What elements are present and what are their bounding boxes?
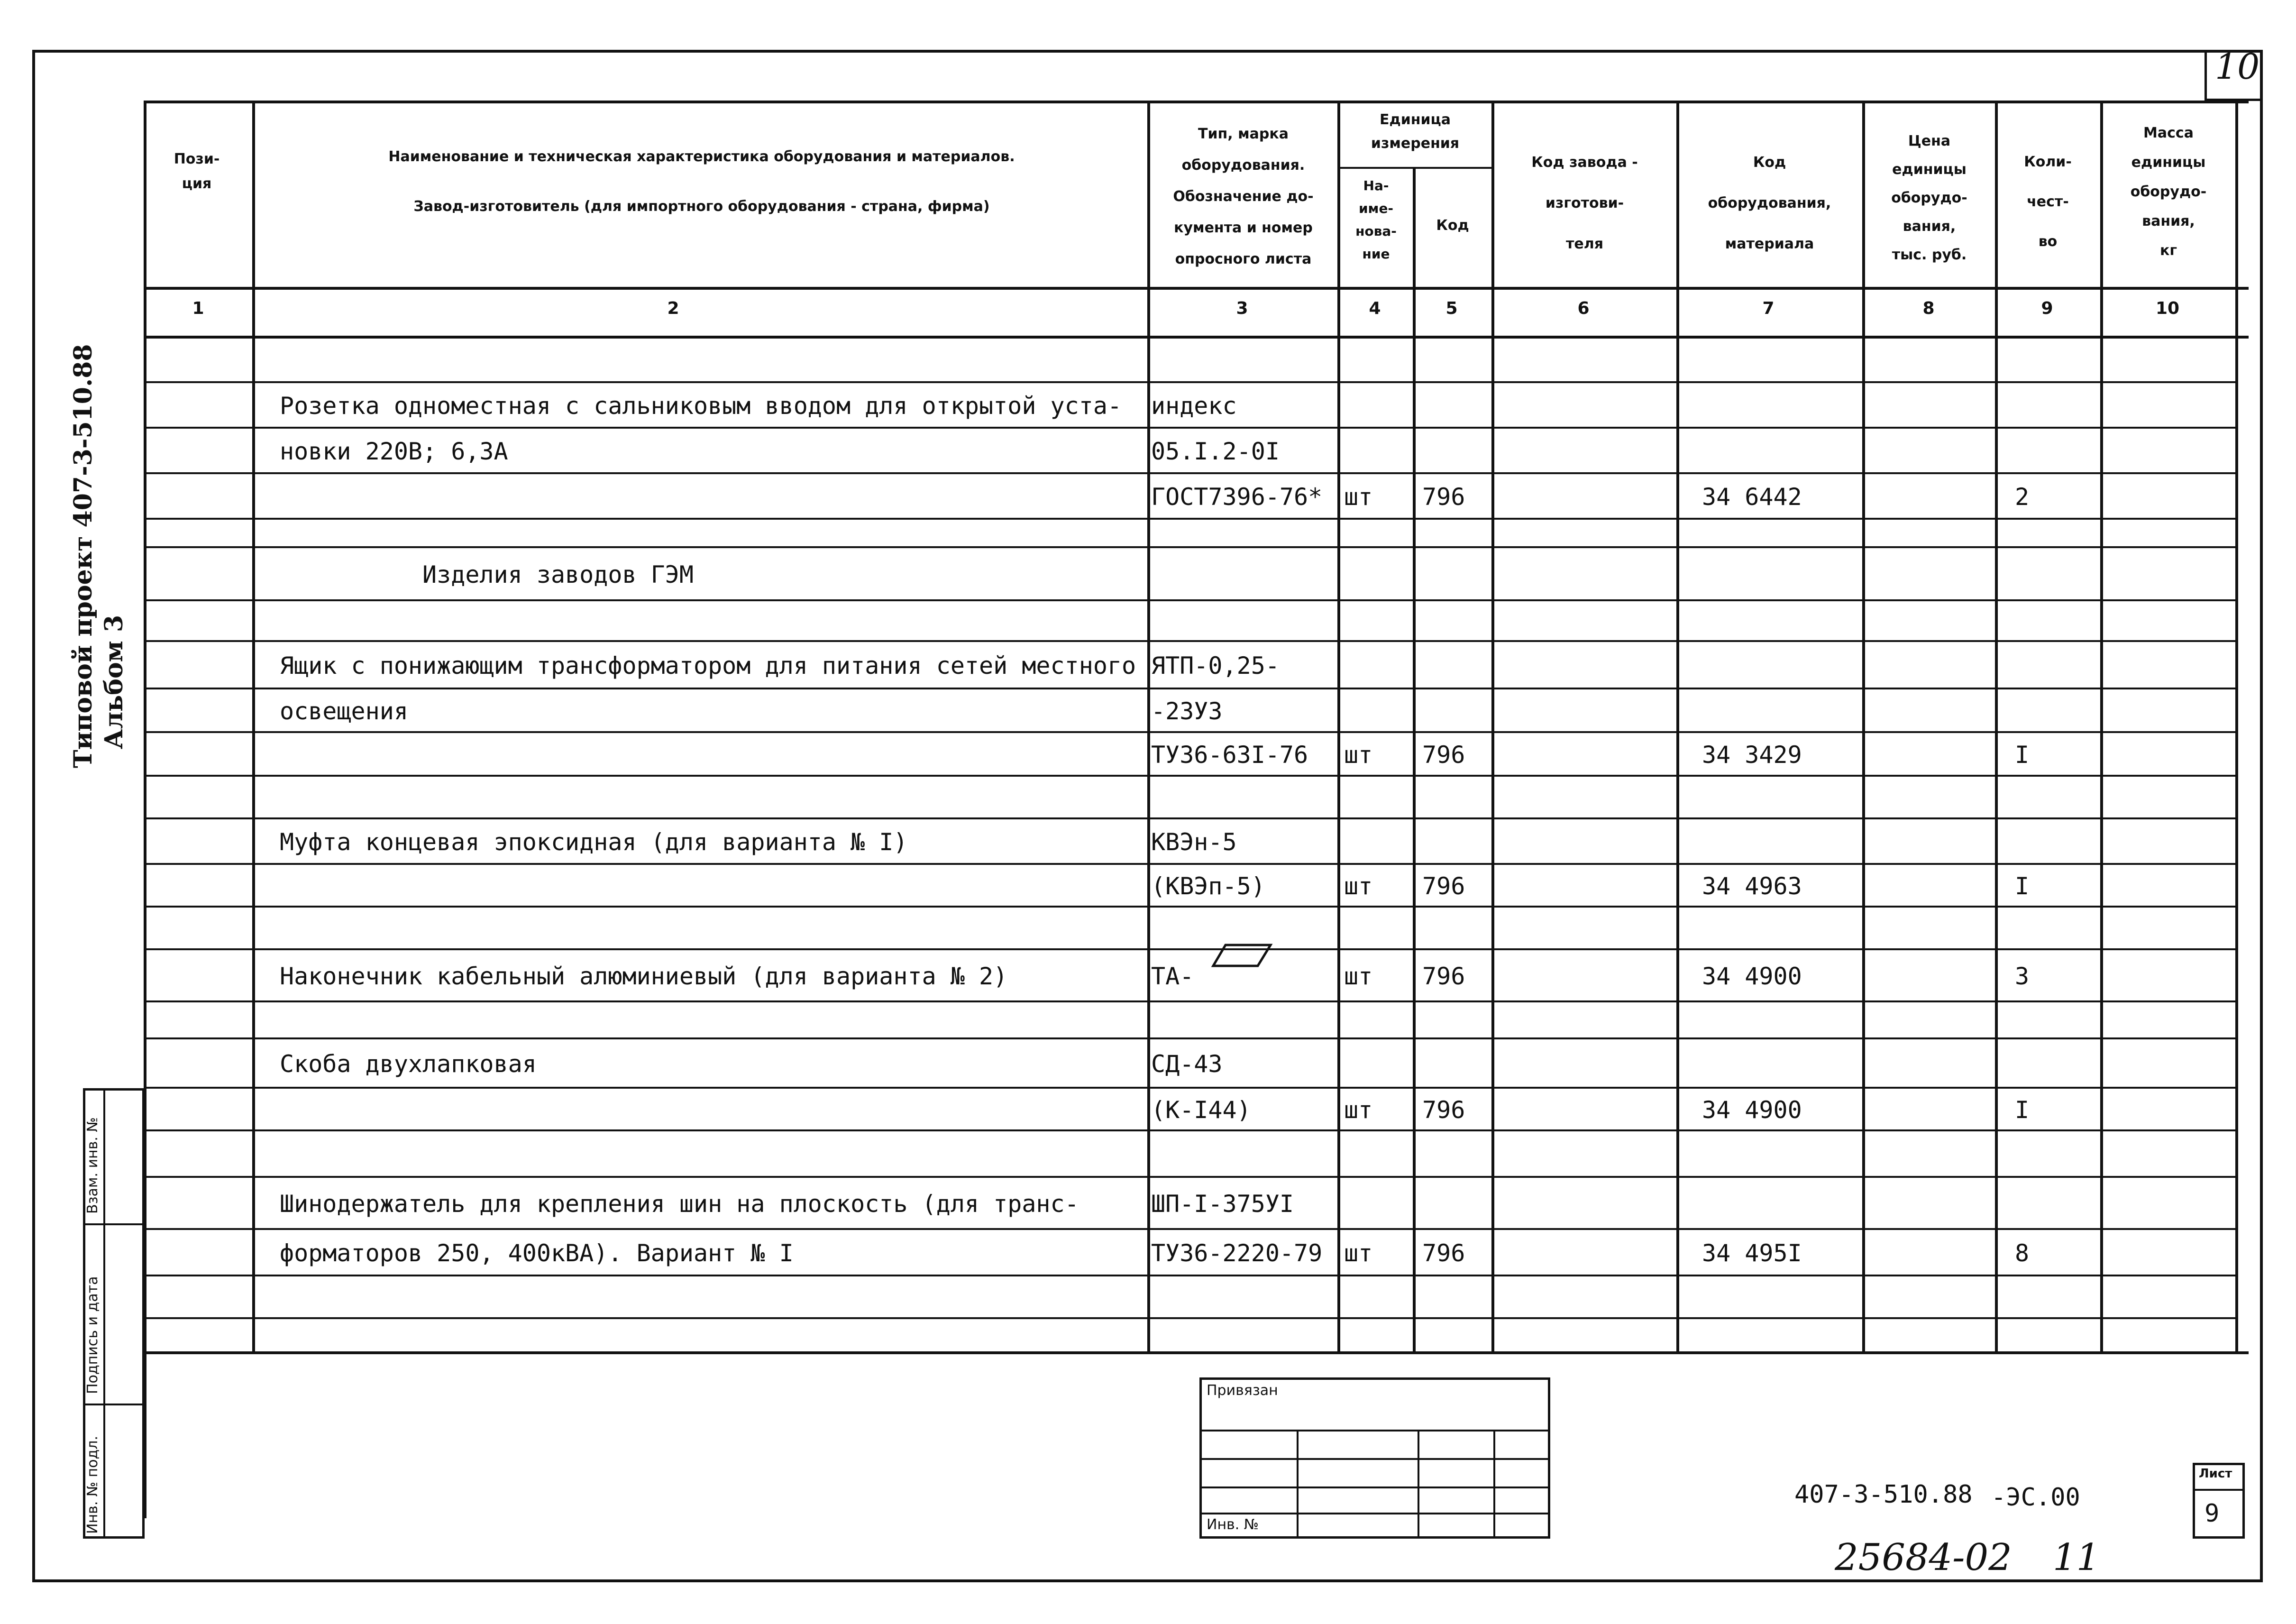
row-equip-code: 34 495I [1702,1239,1802,1267]
row-divider [144,381,2237,383]
row-code: 796 [1422,963,1465,990]
parallelogram-sign-icon [1211,941,1273,970]
header-position: Пози- ция [174,151,220,192]
row-type: -23У3 [1151,697,1223,725]
row-type: ТА- [1151,963,1194,990]
row-code: 796 [1422,1239,1465,1267]
header-unit-name: На- име- нова- ние [1355,178,1397,262]
row-type: (КВЭп-5) [1151,872,1265,900]
row-name: Скоба двухлапковая [280,1050,537,1078]
row-divider [144,1087,2237,1089]
row-type: ТУ36-2220-79 [1151,1239,1323,1267]
row-name: форматоров 250, 400кВА). Вариант № I [280,1239,794,1267]
row-unit: шт [1344,963,1373,990]
row-qty: 3 [2015,963,2030,990]
row-qty: 8 [2015,1239,2030,1267]
row-equip-code: 34 6442 [1702,483,1802,511]
handwritten-archive-number: 25684-02 [1835,1536,2012,1579]
row-divider [144,817,2237,819]
corner-page-number: 10 [2215,46,2260,87]
row-qty: I [2015,872,2030,900]
row-divider [144,688,2237,689]
row-divider [144,906,2237,908]
row-divider [144,427,2237,429]
header-name-line1: Наименование и техническая характеристика оборудования и материалов. [388,148,1015,165]
header-qty: Коли- чест- во [2024,154,2072,250]
row-type: ЯТП-0,25- [1151,652,1280,679]
row-type: КВЭн-5 [1151,828,1237,856]
col-number-9: 9 [2041,299,2053,318]
row-divider [144,599,2237,601]
row-type: СД-43 [1151,1050,1223,1078]
row-divider [144,640,2237,642]
row-divider [144,1000,2237,1002]
row-divider [144,1317,2237,1319]
row-divider [144,546,2237,548]
row-divider [144,731,2237,733]
row-name: Розетка одноместная с сальниковым вводом для открытой уста- [280,392,1122,420]
row-code: 796 [1422,483,1465,511]
row-equip-code: 34 3429 [1702,741,1802,769]
row-qty: 2 [2015,483,2030,511]
col-number-4: 4 [1369,299,1381,318]
row-equip-code: 34 4963 [1702,872,1802,900]
row-type: ГОСТ7396-76* [1151,483,1323,511]
header-price: Цена единицы оборудо- вания, тыс. руб. [1891,133,1967,263]
col-number-8: 8 [1922,299,1935,318]
col-number-10: 10 [2155,299,2180,318]
col-number-2: 2 [667,299,679,318]
vzam-inv-label: Взам. инв. № [84,1117,101,1214]
row-type: ШП-I-375УI [1151,1190,1294,1218]
header-unit: Единица измерения [1371,111,1460,152]
podpis-data-label: Подпись и дата [84,1276,101,1394]
row-type: 05.I.2-0I [1151,438,1280,465]
row-equip-code: 34 4900 [1702,963,1802,990]
row-type: (К-I44) [1151,1096,1251,1124]
side-project-title: Типовой проект 407-3-510.88 [69,344,98,768]
row-code: 796 [1422,741,1465,769]
row-divider [144,863,2237,865]
row-unit: шт [1344,1096,1373,1124]
row-code: 796 [1422,1096,1465,1124]
side-album: Альбом 3 [100,615,128,749]
row-code: 796 [1422,872,1465,900]
row-unit: шт [1344,872,1373,900]
row-divider [144,518,2237,520]
row-name: Изделия заводов ГЭМ [280,561,694,588]
row-unit: шт [1344,1239,1373,1267]
row-type: ТУ36-63I-76 [1151,741,1308,769]
col-number-5: 5 [1445,299,1458,318]
row-divider [144,1228,2237,1230]
row-divider [144,1275,2237,1276]
col-number-7: 7 [1762,299,1775,318]
header-name-line2: Завод-изготовитель (для импортного оборудования - страна, фирма) [413,198,990,215]
header-unit-code: Код [1436,217,1469,234]
privyazan-label: Привязан [1207,1382,1278,1399]
document-suffix: -ЭС.00 [1991,1483,2080,1512]
col-number-6: 6 [1577,299,1590,318]
row-name: Ящик с понижающим трансформатором для питания сетей местного [280,652,1136,679]
header-mass: Масса единицы оборудо- вания, кг [2130,125,2207,259]
header-type: Тип, марка оборудования. Обозначение до- кумента и номер опросного листа [1173,126,1314,267]
row-divider [144,1129,2237,1131]
row-name: новки 220В; 6,3А [280,438,508,465]
header-equip-code: Код оборудования, материала [1708,154,1831,252]
row-name: Шинодержатель для крепления шин на плоскость (для транс- [280,1190,1079,1218]
row-qty: I [2015,1096,2030,1124]
row-unit: шт [1344,741,1373,769]
row-divider [144,948,2237,950]
row-divider [144,775,2237,777]
handwritten-page: 11 [2053,1536,2100,1579]
inv-podl-label: Инв. № подл. [84,1436,101,1534]
row-unit: шт [1344,483,1373,511]
row-type: индекс [1151,392,1237,420]
row-divider [144,1176,2237,1178]
row-name: Муфта концевая эпоксидная (для варианта № I) [280,828,908,856]
col-number-3: 3 [1236,299,1248,318]
row-divider [144,1037,2237,1039]
row-name: освещения [280,697,408,725]
row-equip-code: 34 4900 [1702,1096,1802,1124]
document-code: 407-3-510.88 [1794,1480,1973,1509]
header-factory-code: Код завода - изготови- теля [1531,154,1638,252]
row-name: Наконечник кабельный алюминиевый (для варианта № 2) [280,963,1008,990]
inv-no-label: Инв. № [1207,1516,1259,1533]
sheet-label: Лист [2199,1467,2232,1481]
col-number-1: 1 [192,299,204,318]
sheet-number: 9 [2205,1499,2220,1528]
row-qty: I [2015,741,2030,769]
row-divider [144,472,2237,474]
